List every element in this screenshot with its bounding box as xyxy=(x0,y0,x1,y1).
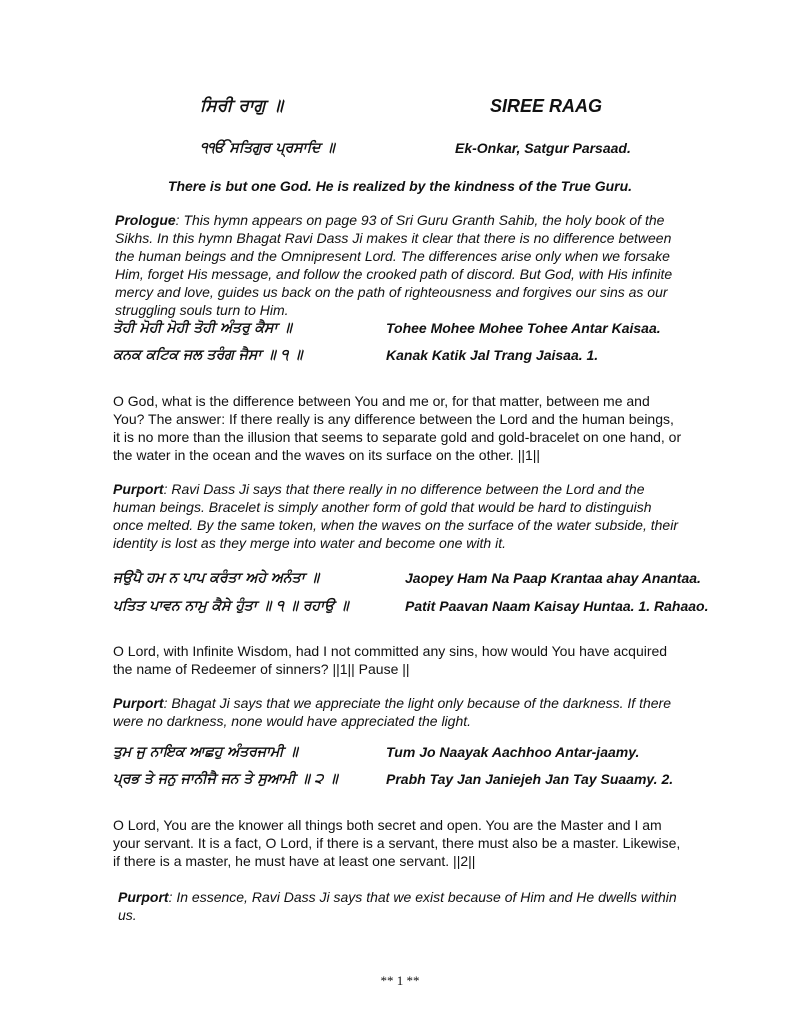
verse2-gurmukhi-2: ਪਤਿਤ ਪਾਵਨ ਨਾਮੁ ਕੈਸੇ ਹੁੰਤਾ ॥ ੧ ॥ ਰਹਾਉ ॥ xyxy=(113,598,349,614)
purport2-label: Purport xyxy=(113,695,164,711)
verse1-transliteration-2: Kanak Katik Jal Trang Jaisaa. 1. xyxy=(386,347,599,363)
verse1-gurmukhi-1: ਤੋਹੀ ਮੋਹੀ ਮੋਹੀ ਤੋਹੀ ਅੰਤਰੁ ਕੈਸਾ ॥ xyxy=(113,320,292,336)
heading-gurmukhi: ਸਿਰੀ ਰਾਗੁ ॥ xyxy=(200,96,283,116)
verse3-gurmukhi-1: ਤੁਮ ਜੁ ਨਾਇਕ ਆਛਹੁ ਅੰਤਰਜਾਮੀ ॥ xyxy=(113,744,298,760)
prologue-paragraph xyxy=(115,211,685,319)
verse1-gurmukhi-2: ਕਨਕ ਕਟਿਕ ਜਲ ਤਰੰਗ ਜੈਸਾ ॥ ੧ ॥ xyxy=(113,347,303,363)
translation3-paragraph: O Lord, You are the knower all things both secret and open. You are the Master and I am your servant. It is a fact, O Lord, if there is a servant, there must also be a master. Likewise, if there is a master, he must have at least one servant. ||2|| xyxy=(113,817,681,869)
verse3-gurmukhi-2: ਪ੍ਰਭ ਤੇ ਜਨੁ ਜਾਨੀਜੈ ਜਨ ਤੇ ਸੁਆਮੀ ॥ ੨ ॥ xyxy=(113,771,338,787)
purport1-paragraph xyxy=(113,480,683,552)
purport3-label: Purport xyxy=(118,889,169,905)
heading-english: SIREE RAAG xyxy=(490,96,603,116)
translation1-paragraph: O God, what is the difference between You and me or, for that matter, between me and You? The answer: If there really is any difference between the Lord and the human beings, it is no more than the illusion that seems to separate gold and gold-bracelet on one hand, or the water in the ocean and the waves on its surface on the other. ||1|| xyxy=(113,393,682,463)
verse2-transliteration-1: Jaopey Ham Na Paap Krantaa ahay Anantaa. xyxy=(405,570,701,586)
purport1-label: Purport xyxy=(113,481,164,497)
page-number: ** 1 ** xyxy=(380,973,420,988)
meaning-line: There is but one God. He is realized by the kindness of the True Guru. xyxy=(167,178,633,194)
prologue-label: Prologue xyxy=(115,212,176,228)
prologue-text: : This hymn appears on page 93 of Sri Guru Granth Sahib, the holy book of the Sikhs. In this hymn Bhagat Ravi Dass Ji makes it clear that there is no difference between the human beings and the Omnipresent Lord. The differences arise only when we forsake Him, forget His message, and follow the crooked path of discord. But God, with His infinite mercy and love, guides us back on the path of righteousness and forgives our sins as our struggling souls turn to Him. xyxy=(115,212,673,318)
verse2-gurmukhi-1: ਜਉਪੈ ਹਮ ਨ ਪਾਪ ਕਰੰਤਾ ਅਹੇ ਅਨੰਤਾ ॥ xyxy=(113,570,320,586)
invocation-gurmukhi: ੧ੴ ਸਤਿਗੁਰ ਪ੍ਰਸਾਦਿ ॥ xyxy=(200,140,335,156)
purport3-text: : In essence, Ravi Dass Ji says that we exist because of Him and He dwells within us. xyxy=(118,889,677,923)
purport2-text: : Bhagat Ji says that we appreciate the light only because of the darkness. If there were no darkness, none would have appreciated the light. xyxy=(113,695,671,729)
verse3-transliteration-2: Prabh Tay Jan Janiejeh Jan Tay Suaamy. 2. xyxy=(386,771,674,787)
purport2-paragraph xyxy=(113,694,683,730)
verse2-transliteration-2: Patit Paavan Naam Kaisay Huntaa. 1. Rahaao. xyxy=(405,598,709,614)
translation2-paragraph: O Lord, with Infinite Wisdom, had I not committed any sins, how would You have acquired the name of Redeemer of sinners? ||1|| Pause || xyxy=(113,643,668,677)
purport3-paragraph xyxy=(118,888,688,924)
verse1-transliteration-1: Tohee Mohee Mohee Tohee Antar Kaisaa. xyxy=(386,320,661,336)
invocation-english: Ek-Onkar, Satgur Parsaad. xyxy=(455,140,631,156)
verse3-transliteration-1: Tum Jo Naayak Aachhoo Antar-jaamy. xyxy=(386,744,640,760)
purport1-text: : Ravi Dass Ji says that there really in no difference between the Lord and the human beings. Bracelet is simply another form of gold that would be hard to distinguish once melted. By the same token, when the waves on the surface of the water subside, their identity is lost as they merge into water and become one with it. xyxy=(113,481,678,551)
